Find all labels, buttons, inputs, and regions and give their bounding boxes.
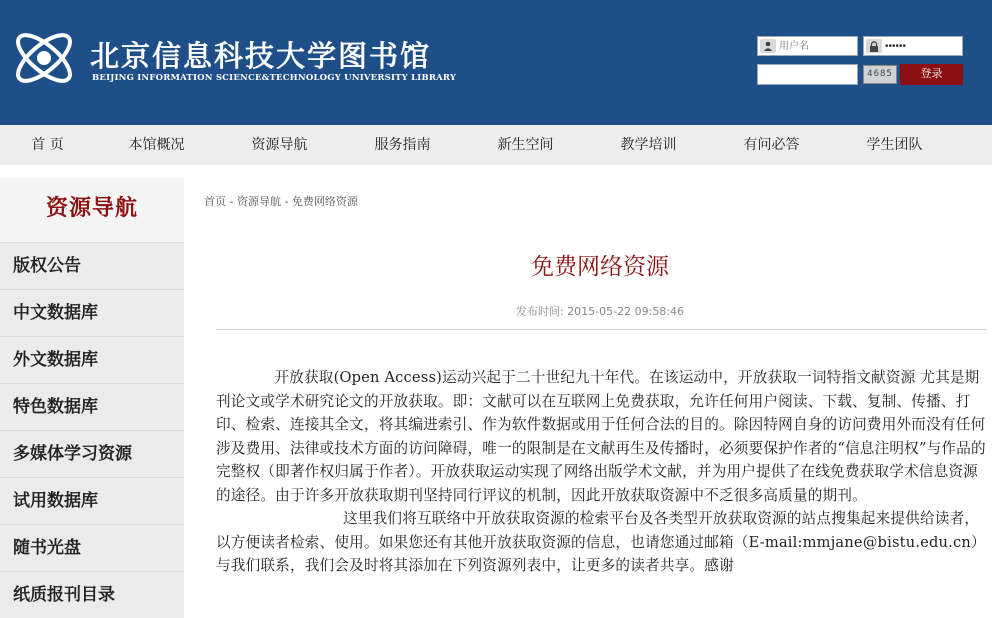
sidebar-list	[0, 242, 184, 618]
nav-item-freshman[interactable]: 新生空间	[497, 137, 554, 153]
nav-item-resources[interactable]: 资源导航	[251, 137, 308, 153]
password-field[interactable]	[863, 36, 963, 56]
nav-item-home[interactable]: 首 页	[31, 137, 64, 153]
article-paragraph: 开放获取(Open Access)运动兴起于二十世纪九十年代。在该运动中，开放获取一词特指文献资源 尤其是期刊论文或学术研究论文的开放获取。即：文献可以在互联网上免费获取，允许任何用户阅读、下载、复制、传播、打印、检索、连接其全文，将其编进索引、作为软件数据或用于任何合法的目的。除因特网自身的访问费用外而没有任何涉及费用、法律或技术方面的访问障碍，唯一的限制是在文献再生及传播时，必须要保护作者的“信息注明权”与作品的完整权（即著作权归属于作者）。开放获取运动实现了网络出版学术文献，并为用户提供了在线免费获取学术信息资源的途径。由于许多开放获取期刊坚持同行评议的机制，因此开放获取资源中不乏很多高质量的期刊。	[216, 369, 986, 504]
breadcrumb-separator: -	[280, 195, 292, 208]
divider	[216, 329, 987, 330]
main-content	[185, 178, 992, 608]
password-input[interactable]	[885, 38, 961, 54]
breadcrumb-home[interactable]: 首页	[204, 195, 226, 208]
library-logo-icon	[8, 22, 80, 94]
breadcrumb-separator: -	[226, 195, 237, 208]
login-button[interactable]: 登录	[900, 64, 963, 85]
sidebar-item-special-db[interactable]: 特色数据库	[0, 383, 184, 430]
sidebar	[0, 178, 184, 608]
lock-icon	[866, 39, 882, 53]
nav-item-services[interactable]: 服务指南	[374, 137, 431, 153]
user-icon	[760, 39, 776, 53]
sidebar-item-chinese-db[interactable]: 中文数据库	[0, 289, 184, 336]
sidebar-item-multimedia[interactable]: 多媒体学习资源	[0, 430, 184, 477]
sidebar-item-cd[interactable]: 随书光盘	[0, 524, 184, 571]
publish-time: 发布时间: 2015-05-22 09:58:46	[515, 305, 685, 318]
breadcrumb	[204, 193, 358, 209]
sidebar-item-trial-db[interactable]: 试用数据库	[0, 477, 184, 524]
article-body	[216, 366, 987, 578]
sidebar-item-foreign-db[interactable]: 外文数据库	[0, 336, 184, 383]
site-header	[0, 0, 992, 125]
library-name-en: BEIJING INFORMATION SCIENCE&TECHNOLOGY UNIVERSITY LIBRARY	[92, 73, 457, 83]
nav-item-training[interactable]: 教学培训	[620, 137, 677, 153]
nav-item-faq[interactable]: 有问必答	[743, 137, 800, 153]
sidebar-title: 资源导航	[0, 178, 184, 242]
breadcrumb-current[interactable]: 免费网络资源	[291, 195, 358, 208]
username-input[interactable]	[779, 38, 855, 54]
page-title: 免费网络资源	[531, 254, 669, 280]
nav-item-about[interactable]: 本馆概况	[128, 137, 185, 153]
main-nav	[0, 125, 992, 165]
sidebar-item-copyright[interactable]: 版权公告	[0, 242, 184, 289]
sidebar-item-print-catalog[interactable]: 纸质报刊目录	[0, 571, 184, 618]
breadcrumb-section[interactable]: 资源导航	[236, 195, 281, 208]
username-field[interactable]	[757, 36, 858, 56]
nav-item-student-team[interactable]: 学生团队	[866, 137, 923, 153]
captcha-image[interactable]: 4685	[863, 65, 897, 84]
library-name-cn: 北京信息科技大学图书馆	[90, 39, 432, 73]
article-paragraph: 这里我们将互联络中开放获取资源的检索平台及各类型开放获取资源的站点搜集起来提供给读者，以方便读者检索、使用。如果您还有其他开放获取资源的信息，也请您通过邮箱（E-mail:mmjane@bistu.edu.cn）与我们联系，我们会及时将其添加在下列资源列表中，让更多的读者共享。感谢	[216, 510, 986, 574]
captcha-input[interactable]	[757, 64, 858, 85]
